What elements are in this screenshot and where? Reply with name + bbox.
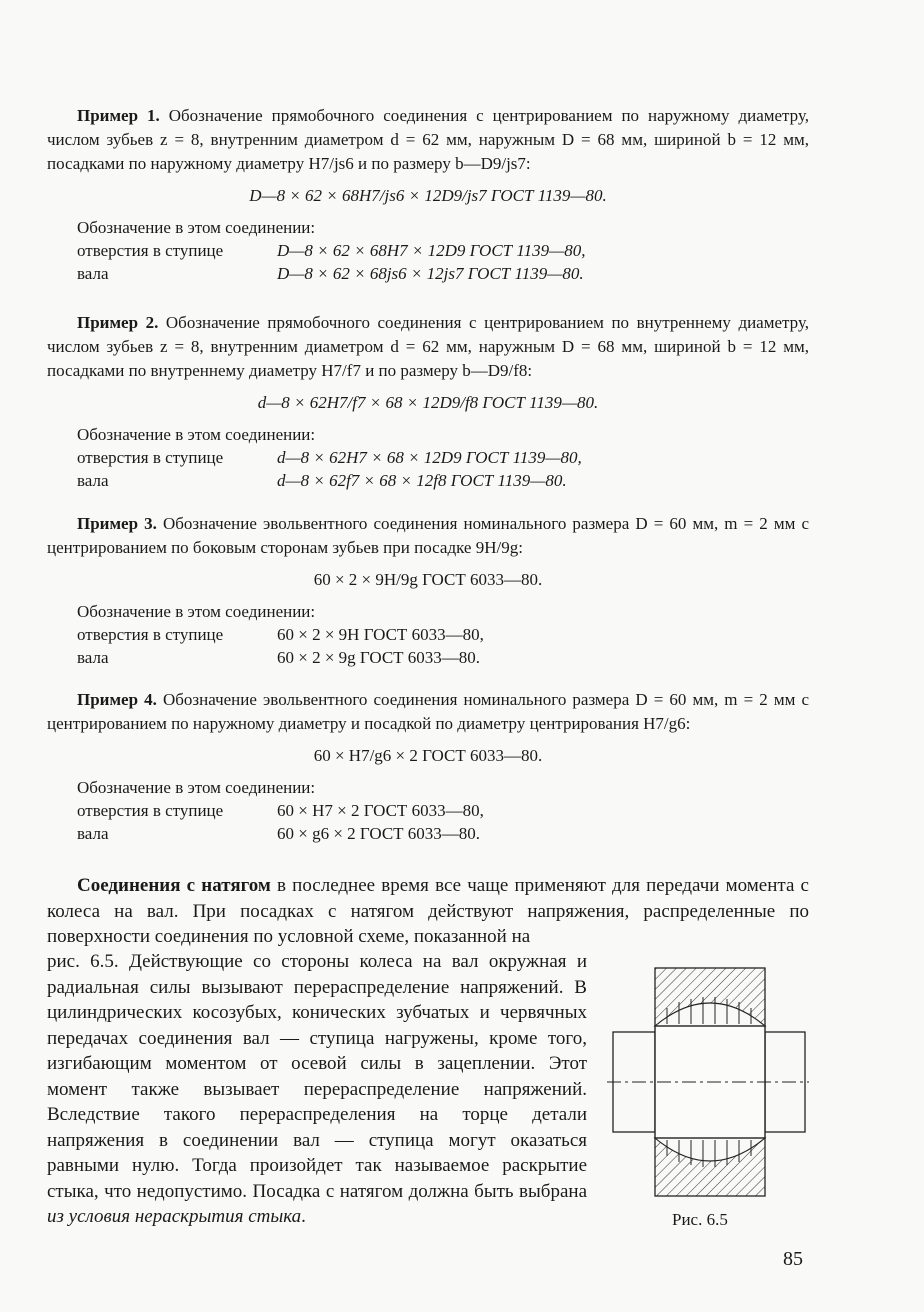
paragraph-lead-text: в последнее время все чаще применяют для передачи момента с колеса на вал. При посадках с натягом действуют напряжения, распределенные по поверхности соединения по условной схеме, показанной на — [47, 875, 809, 947]
shaft-value: D—8 × 62 × 68js6 × 12js7 ГОСТ 1139—80. — [277, 264, 584, 283]
hole-label: отверстия в ступице — [77, 241, 224, 260]
shaft-value: 60 × g6 × 2 ГОСТ 6033—80. — [277, 824, 481, 843]
paragraph-bold-lead: Соединения с натягом — [77, 875, 271, 896]
example-title: Пример 4. — [77, 690, 157, 709]
example-3 — [47, 512, 809, 669]
interference-fit-diagram — [605, 960, 811, 1212]
example-2 — [47, 311, 809, 492]
paragraph-italic-tail: из условия нераскрытия стыка — [47, 1206, 302, 1227]
shaft-row — [77, 822, 809, 845]
designation-block — [77, 423, 809, 492]
shaft-value: 60 × 2 × 9g ГОСТ 6033—80. — [277, 648, 481, 667]
shaft-row — [77, 262, 809, 285]
hole-label: отверстия в ступице — [77, 801, 224, 820]
example-title: Пример 2. — [77, 313, 159, 332]
designation-block — [77, 216, 809, 285]
designation-intro: Обозначение в этом соединении: — [77, 425, 316, 444]
example-1 — [47, 104, 809, 285]
example-text: Обозначение эвольвентного соединения номинального размера D = 60 мм, m = 2 мм с центрированием по боковым сторонам зубьев при посадке 9H/9g: — [47, 514, 810, 557]
page-number: 85 — [783, 1248, 803, 1270]
interference-paragraph-wrap — [47, 949, 587, 1230]
designation-block — [77, 600, 809, 669]
example-title: Пример 3. — [77, 514, 157, 533]
example-formula: D—8 × 62 × 68H7/js6 × 12D9/js7 ГОСТ 1139—80. — [249, 186, 607, 205]
paragraph-wrap-text: рис. 6.5. Действующие со стороны колеса на вал окружная и радиальная силы вызывают перераспределение напряжений. В цилиндрических косозубых, конических зубчатых и червячных передачах соединения вал — ступица нагружены, кроме того, изгибающим моментом от осевой силы в зацеплении. Этот момент также вызывает перераспределение напряжений. Вследствие такого перераспределения на торце детали напряжения в соединении вал — ступица могут оказаться равными нулю. Тогда произойдет так называемое раскрытие стыка, что недопустимо. Посадка с натягом должна быть выбрана — [47, 951, 587, 1202]
shaft-value: d—8 × 62f7 × 68 × 12f8 ГОСТ 1139—80. — [277, 471, 567, 490]
hole-row — [77, 239, 809, 262]
shaft-label: вала — [77, 824, 109, 843]
example-text: Обозначение прямобочного соединения с центрированием по наружному диаметру, числом зубьев z = 8, внутренним диаметром d = 62 мм, наружным D = 68 мм, шириной b = 12 мм, посадками по наружному диаметру H7/js6 и по размеру b—D9/js7: — [47, 106, 810, 173]
example-title: Пример 1. — [77, 106, 160, 125]
designation-block — [77, 776, 809, 845]
example-text: Обозначение эвольвентного соединения номинального размера D = 60 мм, m = 2 мм с центрированием по наружному диаметру и посадкой по диаметру центрирования H7/g6: — [47, 690, 810, 733]
shaft-label: вала — [77, 471, 109, 490]
designation-intro: Обозначение в этом соединении: — [77, 218, 316, 237]
designation-intro: Обозначение в этом соединении: — [77, 778, 316, 797]
designation-intro: Обозначение в этом соединении: — [77, 602, 316, 621]
example-formula: d—8 × 62H7/f7 × 68 × 12D9/f8 ГОСТ 1139—80. — [257, 393, 599, 412]
example-4 — [47, 688, 809, 845]
interference-paragraph-lead — [47, 873, 809, 950]
paragraph-end: . — [301, 1206, 306, 1227]
hole-value: 60 × H7 × 2 ГОСТ 6033—80, — [277, 801, 484, 820]
hole-row — [77, 446, 809, 469]
example-formula: 60 × H7/g6 × 2 ГОСТ 6033—80. — [313, 746, 543, 765]
hole-label: отверстия в ступице — [77, 625, 224, 644]
shaft-label: вала — [77, 264, 109, 283]
hole-row — [77, 623, 809, 646]
figure-caption: Рис. 6.5 — [672, 1210, 728, 1229]
example-formula: 60 × 2 × 9H/9g ГОСТ 6033—80. — [313, 570, 543, 589]
hole-value: D—8 × 62 × 68H7 × 12D9 ГОСТ 1139—80, — [277, 241, 586, 260]
example-text: Обозначение прямобочного соединения с центрированием по внутреннему диаметру, числом зубьев z = 8, внутренним диаметром d = 62 мм, наружным D = 68 мм, шириной b = 12 мм, посадками по внутреннему диаметру H7/f7 и по размеру b—D9/f8: — [47, 313, 809, 380]
shaft-row — [77, 646, 809, 669]
hole-value: 60 × 2 × 9H ГОСТ 6033—80, — [277, 625, 484, 644]
hole-value: d—8 × 62H7 × 68 × 12D9 ГОСТ 1139—80, — [277, 448, 582, 467]
hole-label: отверстия в ступице — [77, 448, 224, 467]
hole-row — [77, 799, 809, 822]
shaft-label: вала — [77, 648, 109, 667]
shaft-row — [77, 469, 809, 492]
